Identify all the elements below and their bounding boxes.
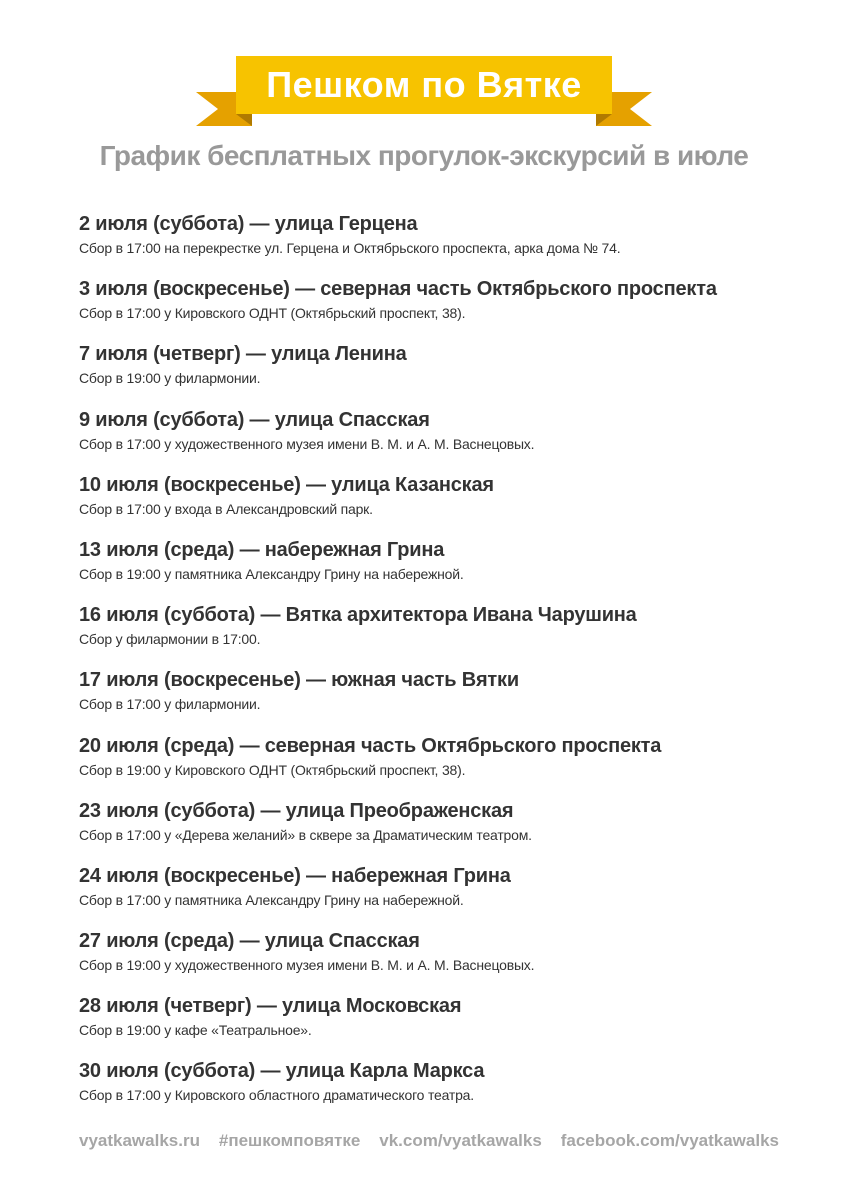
event-item [79, 1057, 799, 1122]
event-title: 7 июля (четверг) — улица Ленина [79, 343, 407, 366]
event-item [79, 275, 799, 340]
event-item [79, 536, 799, 601]
event-item [79, 210, 799, 275]
event-title: 16 июля (суббота) — Вятка архитектора Ивана Чарушина [79, 604, 637, 627]
event-item [79, 340, 799, 405]
footer-vk-link[interactable]: vk.com/vyatkawalks [379, 1131, 542, 1150]
event-item [79, 666, 799, 731]
footer-hashtag[interactable]: #пешкомповятке [218, 1131, 361, 1150]
event-item [79, 992, 799, 1057]
event-title: 10 июля (воскресенье) — улица Казанская [79, 473, 494, 496]
event-description: Сбор в 17:00 у входа в Александровский парк. [79, 500, 373, 517]
event-item [79, 732, 799, 797]
event-title: 17 июля (воскресенье) — южная часть Вятки [79, 669, 519, 692]
event-title: 24 июля (воскресенье) — набережная Грина [79, 864, 511, 887]
event-description: Сбор в 17:00 у филармонии. [79, 696, 261, 713]
event-item [79, 862, 799, 927]
footer-facebook-link[interactable]: facebook.com/vyatkawalks [560, 1131, 779, 1150]
event-title: 28 июля (четверг) — улица Московская [79, 995, 462, 1018]
event-item [79, 797, 799, 862]
event-title: 3 июля (воскресенье) — северная часть Октябрьского проспекта [79, 278, 717, 301]
event-item [79, 471, 799, 536]
event-description: Сбор в 17:00 у Кировского областного драматического театра. [79, 1087, 474, 1104]
event-list [79, 210, 799, 1123]
event-description: Сбор в 19:00 у филармонии. [79, 370, 261, 387]
banner-title: Пешком по Вятке [236, 56, 612, 114]
event-item [79, 406, 799, 471]
event-description: Сбор в 17:00 у «Дерева желаний» в сквере за Драматическим театром. [79, 826, 532, 843]
event-title: 20 июля (среда) — северная часть Октябрьского проспекта [79, 734, 662, 757]
event-title: 9 июля (суббота) — улица Спасская [79, 408, 430, 431]
event-description: Сбор в 17:00 на перекрестке ул. Герцена и Октябрьского проспекта, арка дома № 74. [79, 240, 621, 256]
event-description: Сбор в 17:00 у Кировского ОДНТ (Октябрьский проспект, 38). [79, 305, 466, 322]
event-description: Сбор в 19:00 у кафе «Театральное». [79, 1022, 312, 1039]
event-title: 30 июля (суббота) — улица Карла Маркса [79, 1060, 485, 1083]
event-description: Сбор в 19:00 у памятника Александру Грину на набережной. [79, 565, 464, 582]
title-banner [196, 56, 652, 126]
event-description: Сбор у филармонии в 17:00. [79, 631, 261, 648]
event-title: 27 июля (среда) — улица Спасская [79, 930, 420, 953]
event-title: 13 июля (среда) — набережная Грина [79, 538, 445, 561]
event-description: Сбор в 17:00 у памятника Александру Грину на набережной. [79, 891, 464, 908]
event-description: Сбор в 19:00 у Кировского ОДНТ (Октябрьский проспект, 38). [79, 761, 466, 778]
event-title: 23 июля (суббота) — улица Преображенская [79, 799, 514, 822]
footer-site-link[interactable]: vyatkawalks.ru [79, 1131, 200, 1150]
event-description: Сбор в 19:00 у художественного музея имени В. М. и А. М. Васнецовых. [79, 957, 535, 974]
event-item [79, 601, 799, 666]
event-title: 2 июля (суббота) — улица Герцена [79, 213, 418, 235]
event-item [79, 927, 799, 992]
footer-links [79, 1131, 779, 1151]
page-subtitle: График бесплатных прогулок-экскурсий в июле [99, 140, 749, 171]
event-description: Сбор в 17:00 у художественного музея имени В. М. и А. М. Васнецовых. [79, 435, 535, 452]
